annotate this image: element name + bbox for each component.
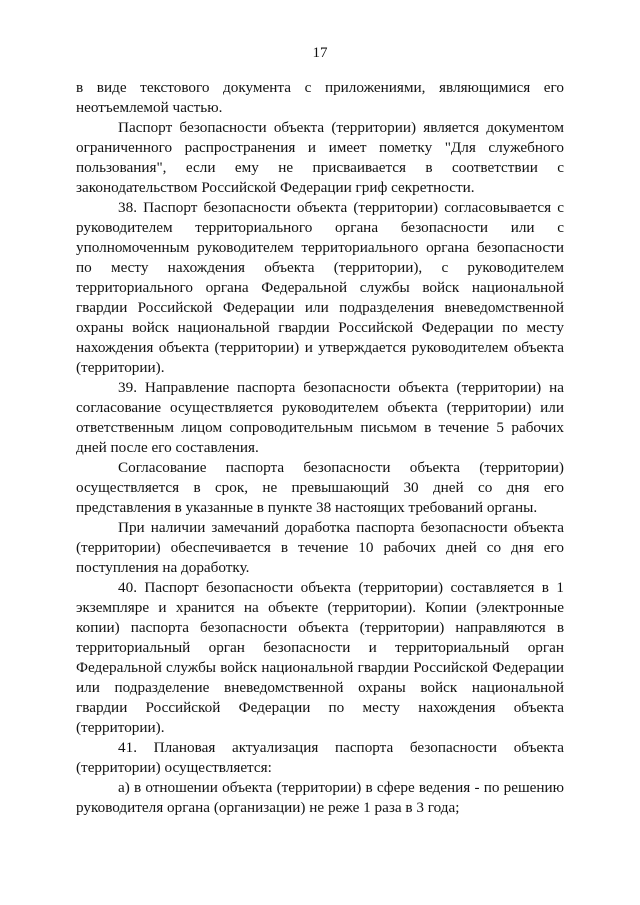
paragraph-item-38: 38. Паспорт безопасности объекта (территории) согласовывается с руководителем территориального органа безопасности или с уполномоченным руководителем территориального органа безопасности по месту нахождения объекта (территории), с руководителем территориального органа Федеральной службы войск национальной гвардии Российской Федерации или подразделения вневедомственной охраны войск национальной гвардии Российской Федерации по месту нахождения объекта (территории) и утверждается руководителем объекта (территории).	[76, 199, 564, 376]
paragraph-passport-restricted: Паспорт безопасности объекта (территории) является документом ограниченного распространения и имеет пометку "Для служебного пользования", если ему не присваивается в соответствии с законодательством Российской Федерации гриф секретности.	[76, 119, 564, 196]
paragraph-item-39: 39. Направление паспорта безопасности объекта (территории) на согласование осуществляется руководителем объекта (территории) или ответственным лицом сопроводительным письмом в течение 5 рабочих дней после его составления.	[76, 379, 564, 456]
paragraph-item-41: 41. Плановая актуализация паспорта безопасности объекта (территории) осуществляется:	[76, 739, 564, 776]
paragraph-item-40: 40. Паспорт безопасности объекта (территории) составляется в 1 экземпляре и хранится на объекте (территории). Копии (электронные копии) паспорта безопасности объекта (территории) направляются в территориальный орган безопасности и территориальный орган Федеральной службы войск национальной гвардии Российской Федерации или подразделение вневедомственной охраны войск национальной гвардии Российской Федерации по месту нахождения объекта (территории).	[76, 579, 564, 736]
paragraph-remarks-revision: При наличии замечаний доработка паспорта безопасности объекта (территории) обеспечивается в течение 10 рабочих дней со дня его поступления на доработку.	[76, 519, 564, 576]
paragraph-item-41-a: а) в отношении объекта (территории) в сфере ведения - по решению руководителя органа (организации) не реже 1 раза в 3 года;	[76, 779, 564, 816]
document-body	[76, 78, 564, 818]
paragraph-approval-term: Согласование паспорта безопасности объекта (территории) осуществляется в срок, не превышающий 30 дней со дня его представления в указанные в пункте 38 настоящих требований органы.	[76, 459, 564, 516]
page-number: 17	[312, 45, 328, 61]
paragraph-continuation: в виде текстового документа с приложениями, являющимися его неотъемлемой частью.	[76, 79, 564, 116]
